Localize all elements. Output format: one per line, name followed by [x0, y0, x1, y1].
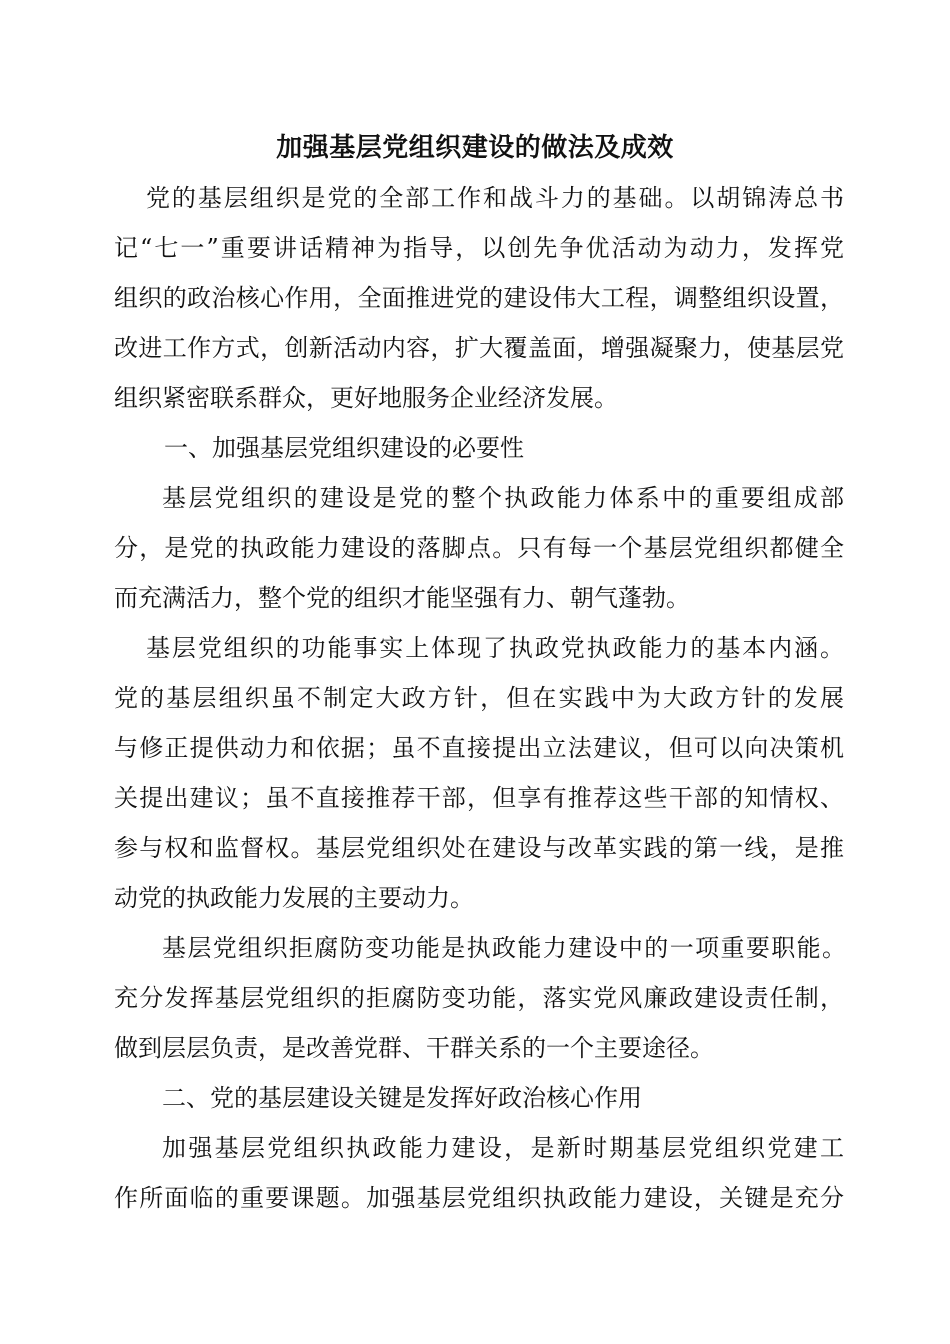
paragraph-line: 分，是党的执政能力建设的落脚点。只有每一个基层党组织都健全 — [114, 534, 844, 562]
paragraph-line: 记“七一”重要讲话精神为指导，以创先争优活动为动力，发挥党 — [114, 234, 844, 262]
paragraph-line: 关提出建议；虽不直接推荐干部，但享有推荐这些干部的知情权、 — [114, 784, 844, 812]
paragraph-line: 基层党组织的功能事实上体现了执政党执政能力的基本内涵。 — [146, 634, 844, 662]
paragraph-line: 基层党组织的建设是党的整个执政能力体系中的重要组成部 — [162, 484, 844, 512]
document-title: 加强基层党组织建设的做法及成效 — [276, 133, 674, 163]
paragraph-line: 组织紧密联系群众，更好地服务企业经济发展。 — [114, 384, 618, 412]
paragraph-line: 基层党组织拒腐防变功能是执政能力建设中的一项重要职能。 — [162, 934, 846, 962]
paragraph-line: 参与权和监督权。基层党组织处在建设与改革实践的第一线，是推 — [114, 834, 844, 862]
section-heading: 一、加强基层党组织建设的必要性 — [164, 434, 524, 462]
paragraph-line: 而充满活力，整个党的组织才能坚强有力、朝气蓬勃。 — [114, 584, 690, 612]
paragraph-line: 做到层层负责，是改善党群、干群关系的一个主要途径。 — [114, 1034, 714, 1062]
paragraph-line: 动党的执政能力发展的主要动力。 — [114, 884, 474, 912]
paragraph-line: 党的基层组织虽不制定大政方针，但在实践中为大政方针的发展 — [114, 684, 844, 712]
paragraph-line: 作所面临的重要课题。加强基层党组织执政能力建设，关键是充分 — [114, 1184, 844, 1212]
paragraph-line: 组织的政治核心作用，全面推进党的建设伟大工程，调整组织设置， — [114, 284, 844, 312]
paragraph-line: 改进工作方式，创新活动内容，扩大覆盖面，增强凝聚力，使基层党 — [114, 334, 844, 362]
section-heading: 二、党的基层建设关键是发挥好政治核心作用 — [162, 1084, 642, 1112]
paragraph-line: 充分发挥基层党组织的拒腐防变功能，落实党风廉政建设责任制， — [114, 984, 844, 1012]
paragraph-line: 与修正提供动力和依据；虽不直接提出立法建议，但可以向决策机 — [114, 734, 844, 762]
paragraph-line: 加强基层党组织执政能力建设，是新时期基层党组织党建工 — [162, 1134, 844, 1162]
paragraph-line: 党的基层组织是党的全部工作和战斗力的基础。以胡锦涛总书 — [146, 184, 844, 212]
